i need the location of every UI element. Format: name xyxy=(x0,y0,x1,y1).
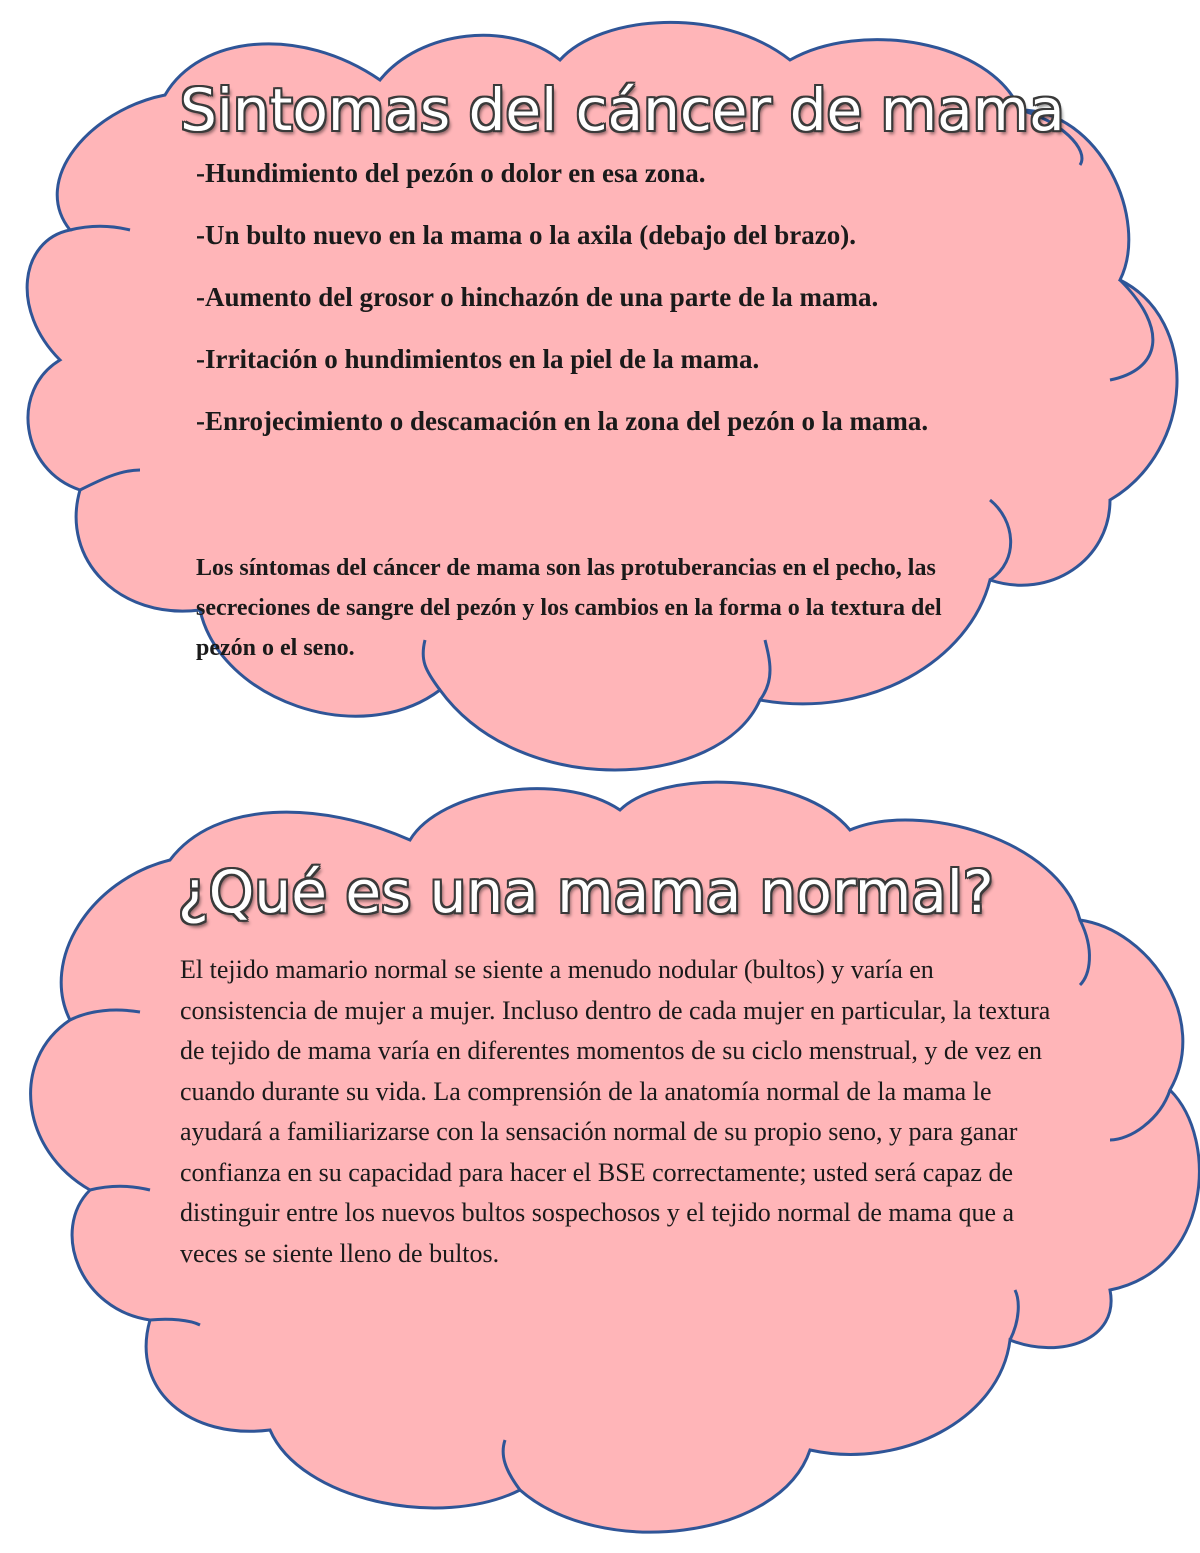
symptoms-summary: Los síntomas del cáncer de mama son las protuberancias en el pecho, las secreciones de sangre del pezón y los cambios en la forma o la textura del pezón o el seno. xyxy=(196,555,942,661)
normal-breast-paragraph: El tejido mamario normal se siente a menudo nodular (bultos) y varía en consistencia de mujer a mujer. Incluso dentro de cada mujer en particular, la textura de tejido de mama varía en diferentes momentos de su ciclo menstrual, y de vez en cuando durante su vida. La comprensión de la anatomía normal de la mama le ayudará a familiarizarse con la sensación normal de su propio seno, y para ganar confianza en su capacidad para hacer el BSE correctamente; usted será capaz de distinguir entre los nuevos bultos sospechosos y el tejido normal de mama que a veces se siente lleno de bultos. xyxy=(180,955,1051,1268)
symptom-item: -Aumento del grosor o hinchazón de una parte de la mama. xyxy=(196,282,879,312)
symptom-item: -Hundimiento del pezón o dolor en esa zona. xyxy=(196,158,706,188)
symptom-item: -Enrojecimiento o descamación en la zona del pezón o la mama. xyxy=(196,406,929,436)
symptom-item: -Irritación o hundimientos en la piel de la mama. xyxy=(196,344,760,374)
symptom-item: -Un bulto nuevo en la mama o la axila (debajo del brazo). xyxy=(196,220,857,250)
normal-breast-heading: ¿Qué es una mama normal? xyxy=(178,858,994,926)
symptoms-heading: Sintomas del cáncer de mama xyxy=(180,76,1065,144)
symptoms-list xyxy=(196,152,1056,462)
